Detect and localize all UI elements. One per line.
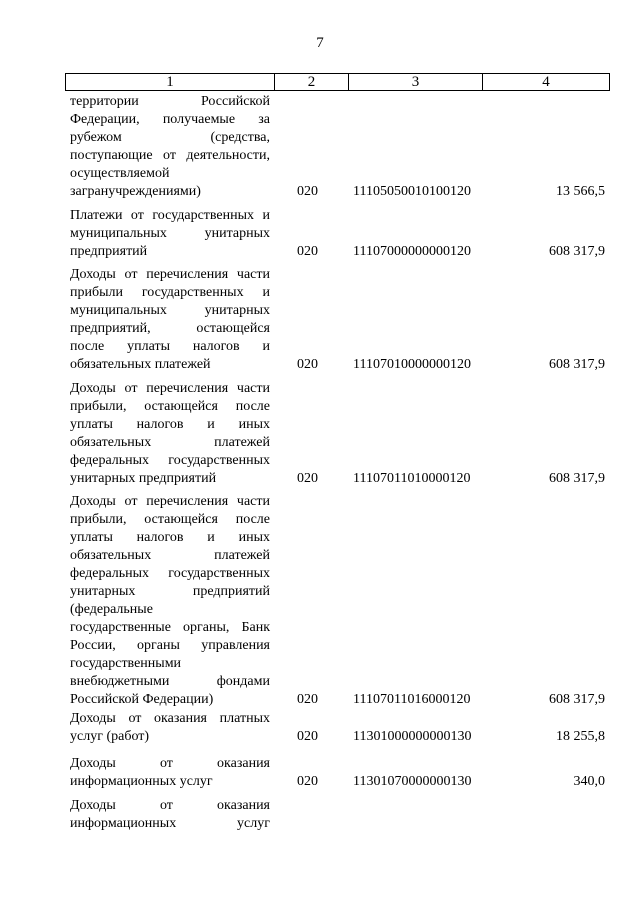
row-kbk: 11107000000000120	[353, 244, 471, 259]
table-row	[70, 755, 605, 791]
description-line: обязательных платежей	[70, 548, 270, 563]
row-kbk: 11105050010100120	[353, 184, 471, 199]
row-description	[70, 493, 270, 709]
description-line: федеральных государственных	[70, 566, 270, 581]
description-line: после уплаты налогов и	[70, 339, 270, 354]
description-line: уплаты налогов и иных	[70, 417, 270, 432]
row-description	[70, 710, 270, 746]
description-line: предприятий, остающейся	[70, 321, 270, 336]
description-line: предприятий	[70, 244, 148, 259]
description-line: государственными	[70, 656, 182, 671]
row-code: 020	[297, 184, 318, 199]
description-line: Доходы от оказания	[70, 798, 270, 813]
table-header	[65, 73, 610, 91]
description-line: Федерации, получаемые за	[70, 112, 270, 127]
row-code: 020	[297, 471, 318, 486]
description-line: обязательных платежей	[70, 435, 270, 450]
description-line: муниципальных унитарных	[70, 226, 270, 241]
row-code: 020	[297, 729, 318, 744]
table-row	[70, 207, 605, 261]
row-description	[70, 755, 270, 791]
description-line: прибыли, остающейся после	[70, 399, 270, 414]
description-line: Доходы от перечисления части	[70, 267, 270, 282]
description-line: унитарных предприятий	[70, 471, 217, 486]
row-code: 020	[297, 357, 318, 372]
description-line: внебюджетными фондами	[70, 674, 270, 689]
description-line: Платежи от государственных и	[70, 208, 270, 223]
description-line: обязательных платежей	[70, 357, 211, 372]
row-description	[70, 266, 270, 374]
header-col-4: 4	[542, 74, 550, 90]
row-amount: 608 317,9	[549, 244, 605, 259]
row-amount: 13 566,5	[556, 184, 605, 199]
row-description	[70, 797, 270, 833]
description-line: федеральных государственных	[70, 453, 270, 468]
description-line: России, органы управления	[70, 638, 270, 653]
table-row	[70, 710, 605, 746]
description-line: государственные органы, Банк	[70, 620, 270, 635]
table-row	[70, 93, 605, 201]
description-line: Российской Федерации)	[70, 692, 214, 707]
description-line: информационных услуг	[70, 774, 213, 789]
table-row	[70, 266, 605, 374]
row-code: 020	[297, 244, 318, 259]
row-amount: 608 317,9	[549, 357, 605, 372]
row-code: 020	[297, 692, 318, 707]
description-line: услуг (работ)	[70, 729, 150, 744]
page-number: 7	[316, 35, 324, 51]
description-line: осуществляемой	[70, 166, 170, 181]
description-line: унитарных предприятий	[70, 584, 270, 599]
table-row	[70, 493, 605, 709]
description-line: территории Российской	[70, 94, 270, 109]
row-amount: 18 255,8	[556, 729, 605, 744]
row-amount: 608 317,9	[549, 692, 605, 707]
description-line: (федеральные	[70, 602, 153, 617]
header-col-2: 2	[275, 74, 349, 90]
table-row	[70, 380, 605, 488]
description-line: муниципальных унитарных	[70, 303, 270, 318]
row-kbk: 11107010000000120	[353, 357, 471, 372]
row-kbk: 11301070000000130	[353, 774, 472, 789]
description-line: Доходы от перечисления части	[70, 381, 270, 396]
description-line: загранучреждениями)	[70, 184, 201, 199]
description-line: Доходы от перечисления части	[70, 494, 270, 509]
row-kbk: 11107011010000120	[353, 471, 471, 486]
description-line: уплаты налогов и иных	[70, 530, 270, 545]
description-line: Доходы от оказания платных	[70, 711, 270, 726]
description-line: Доходы от оказания	[70, 756, 270, 771]
row-code: 020	[297, 774, 318, 789]
header-col-1: 1	[66, 74, 275, 90]
description-line: рубежом (средства,	[70, 130, 270, 145]
row-description	[70, 380, 270, 488]
table-row	[70, 797, 605, 833]
description-line: прибыли государственных и	[70, 285, 270, 300]
header-col-3: 3	[349, 74, 483, 90]
row-kbk: 11107011016000120	[353, 692, 471, 707]
row-description	[70, 93, 270, 201]
row-kbk: 11301000000000130	[353, 729, 472, 744]
row-amount: 340,0	[573, 774, 605, 789]
description-line: прибыли, остающейся после	[70, 512, 270, 527]
description-line: информационных услуг	[70, 816, 270, 831]
row-amount: 608 317,9	[549, 471, 605, 486]
row-description	[70, 207, 270, 261]
description-line: поступающие от деятельности,	[70, 148, 270, 163]
